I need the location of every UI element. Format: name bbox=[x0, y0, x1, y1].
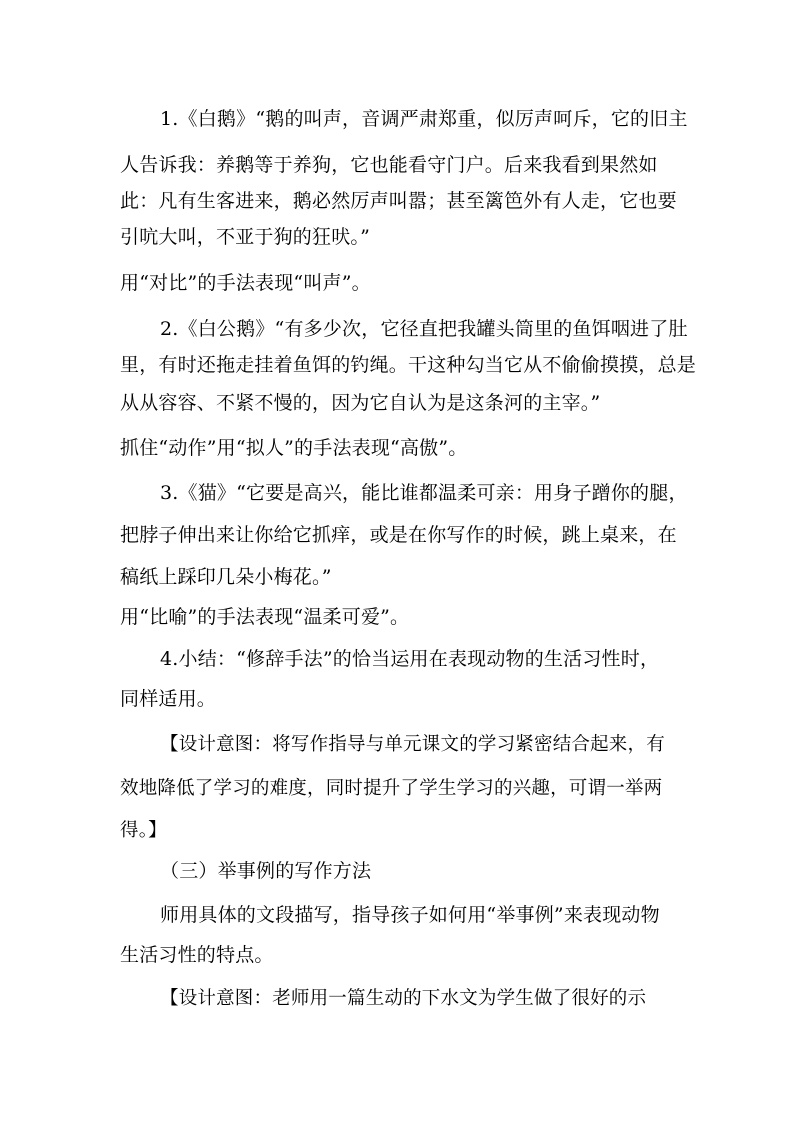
design-intent-line: 【设计意图：将写作指导与单元课文的学习紧密结合起来，有 bbox=[160, 734, 665, 755]
text-line: 1.《白鹅》“鹅的叫声，音调严肃郑重，似厉声呵斥，它的旧主 bbox=[160, 108, 688, 130]
text-line: 4.小结：“修辞手法”的恰当运用在表现动物的生活习性时， bbox=[160, 648, 660, 670]
text-line: 同样适用。 bbox=[120, 688, 217, 710]
text-line: 把脖子伸出来让你给它抓痒，或是在你写作的时候，跳上桌来，在 bbox=[120, 524, 677, 546]
text-line: 3.《猫》“它要是高兴，能比谁都温柔可亲：用身子蹭你的腿， bbox=[160, 482, 688, 504]
text-line: 师用具体的文段描写，指导孩子如何用“举事例”来表现动物 bbox=[160, 904, 660, 926]
text-line: 引吭大叫，不亚于狗的狂吠。” bbox=[120, 226, 371, 248]
text-line: 此：凡有生客进来，鹅必然厉声叫嚣；甚至篱笆外有人走，它也要 bbox=[120, 190, 677, 212]
text-line: 用“对比”的手法表现“叫声”。 bbox=[120, 272, 371, 294]
text-line: 抓住“动作”用“拟人”的手法表现“高傲”。 bbox=[120, 437, 468, 459]
design-intent-line: 效地降低了学习的难度，同时提升了学生学习的兴趣，可谓一举两 bbox=[120, 778, 663, 799]
design-intent-line: 得。】 bbox=[120, 820, 167, 841]
text-line: 从从容容、不紧不慢的，因为它自认为是这条河的主宰。” bbox=[120, 392, 601, 414]
text-line: 稿纸上踩印几朵小梅花。” bbox=[120, 566, 332, 588]
design-intent-line: 【设计意图：老师用一篇生动的下水文为学生做了很好的示 bbox=[160, 988, 647, 1009]
text-line: 人告诉我：养鹅等于养狗，它也能看守门户。后来我看到果然如 bbox=[120, 154, 658, 176]
text-line: 2.《白公鹅》“有多少次，它径直把我罐头筒里的鱼饵咽进了肚 bbox=[160, 318, 688, 340]
text-line: 生活习性的特点。 bbox=[120, 944, 274, 966]
text-line: 里，有时还拖走挂着鱼饵的钓绳。干这种勾当它从不偷偷摸摸，总是 bbox=[120, 354, 697, 376]
section-heading: （三）举事例的写作方法 bbox=[160, 860, 372, 882]
text-line: 用“比喻”的手法表现“温柔可爱”。 bbox=[120, 606, 410, 628]
